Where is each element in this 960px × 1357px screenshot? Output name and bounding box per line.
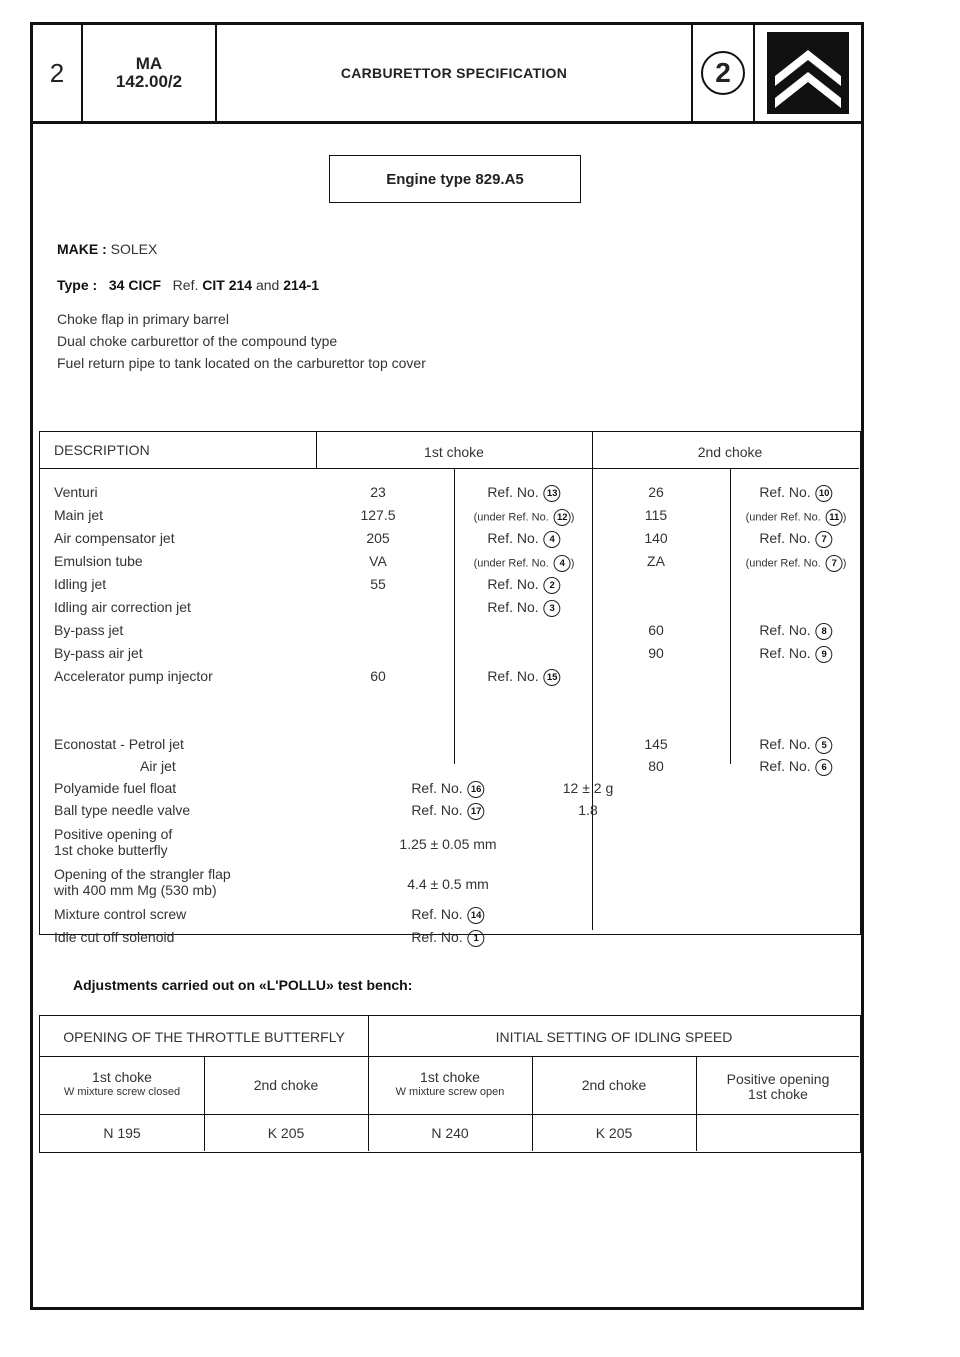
positive-opening-value: 1.25 ± 0.05 mm <box>399 836 497 852</box>
row-description: Idle cut off solenoid <box>54 929 175 945</box>
row-description: Opening of the strangler flap <box>54 866 231 882</box>
ref-label: Ref. No. <box>487 599 539 615</box>
value-col-1: N 195 <box>103 1125 141 1141</box>
row-divider <box>40 1056 859 1057</box>
second-choke-value: 145 <box>644 736 668 752</box>
ref-cell <box>487 484 560 502</box>
row-description: Ball type needle valve <box>54 802 191 818</box>
ref-number: 9 <box>816 646 833 663</box>
col-divider <box>730 468 731 764</box>
ref-close: ) <box>842 557 847 570</box>
make-line <box>57 241 157 257</box>
code-line-1: MA <box>135 54 163 73</box>
sub-col-5-line-2: 1st choke <box>748 1086 808 1102</box>
ref-close: ) <box>570 557 575 570</box>
code-line-2: 142.00/2 <box>115 72 183 91</box>
header-idling-speed: INITIAL SETTING OF IDLING SPEED <box>495 1029 733 1045</box>
value-col-3: N 240 <box>431 1125 469 1141</box>
ref-cell <box>759 484 832 502</box>
sub-col-3-line-1: 1st choke <box>420 1069 480 1085</box>
col-divider <box>696 1056 697 1151</box>
first-choke-value: 205 <box>366 530 390 546</box>
ref-label: Ref. No. <box>759 645 811 661</box>
needle-value: 1.8 <box>578 802 598 818</box>
ref-cell <box>487 530 560 548</box>
manual-code <box>83 25 217 121</box>
ref-cell <box>487 668 560 686</box>
sub-col-1-line-2: W mixture screw closed <box>63 1086 181 1098</box>
page-frame <box>30 22 864 1310</box>
value-col-4: K 205 <box>595 1125 633 1141</box>
strangler-value: 4.4 ± 0.5 mm <box>407 876 489 892</box>
sub-col-4: 2nd choke <box>581 1077 647 1093</box>
second-choke-value: 140 <box>644 530 668 546</box>
row-description: Air jet <box>140 758 176 774</box>
sub-col-1-line-1: 1st choke <box>92 1069 152 1085</box>
section-badge <box>693 25 755 121</box>
ref-cell <box>411 780 484 798</box>
ref-cell <box>487 599 560 617</box>
row-description: By-pass jet <box>54 622 124 638</box>
value-col-2: K 205 <box>267 1125 305 1141</box>
type-model: 34 CICF <box>108 277 161 293</box>
row-description: with 400 mm Mg (530 mb) <box>54 882 217 898</box>
sub-col-5-line-1: Positive opening <box>726 1071 830 1087</box>
page-title: CARBURETTOR SPECIFICATION <box>217 25 693 121</box>
ref-number: 11 <box>826 509 843 526</box>
ref-number: 8 <box>816 623 833 640</box>
ref-cell <box>759 758 832 776</box>
header-bar <box>33 25 861 124</box>
row-description: Mixture control screw <box>54 906 187 922</box>
note-3: Fuel return pipe to tank located on the carburettor top cover <box>57 355 426 371</box>
ref-number: 16 <box>468 781 485 798</box>
type-ref-label: Ref. <box>172 277 199 293</box>
second-choke-value: 115 <box>644 507 668 523</box>
ref-cell <box>759 530 832 548</box>
second-choke-value: 60 <box>648 622 664 638</box>
ref-number: 3 <box>544 600 561 617</box>
ref-number: 12 <box>554 509 571 526</box>
ref-number: 7 <box>826 555 843 572</box>
second-choke-value: 90 <box>648 645 664 661</box>
ref-number: 13 <box>544 485 561 502</box>
sub-col-2: 2nd choke <box>253 1077 319 1093</box>
ref-cell <box>474 509 575 526</box>
row-description: Idling jet <box>54 576 107 592</box>
make-value: SOLEX <box>110 241 158 257</box>
sub-col-1 <box>40 1070 204 1100</box>
ref-label: Ref. No. <box>487 484 539 500</box>
row-description: Emulsion tube <box>54 553 143 569</box>
col-divider <box>592 432 593 930</box>
section-number: 2 <box>701 51 745 95</box>
ref-label: Ref. No. <box>487 530 539 546</box>
ref-cell <box>746 555 847 572</box>
ref-cell <box>759 622 832 640</box>
ref-cell <box>487 576 560 594</box>
float-value: 12 ± 2 g <box>562 780 614 796</box>
sub-col-3-line-2: W mixture screw open <box>395 1086 505 1098</box>
header-first-choke: 1st choke <box>424 444 484 460</box>
double-chevron-logo-icon <box>767 32 849 114</box>
ref-cell <box>759 736 832 754</box>
ref-label: Ref. No. <box>411 929 463 945</box>
ref-label: (under Ref. No. <box>745 511 821 524</box>
ref-number: 10 <box>816 485 833 502</box>
page-number: 2 <box>33 25 83 121</box>
row-divider <box>40 1114 859 1115</box>
first-choke-value: 60 <box>370 668 386 684</box>
type-ref-1: CIT 214 <box>202 277 253 293</box>
ref-number: 2 <box>544 577 561 594</box>
row-description: Positive opening of <box>54 826 173 842</box>
second-choke-value: ZA <box>647 553 665 569</box>
ref-label: Ref. No. <box>759 736 811 752</box>
row-description: Polyamide fuel float <box>54 780 177 796</box>
note-2: Dual choke carburettor of the compound type <box>57 333 338 349</box>
col-divider <box>316 432 317 468</box>
ref-cell <box>411 906 484 924</box>
ref-cell <box>411 802 484 820</box>
row-description: Air compensator jet <box>54 530 175 546</box>
note-1: Choke flap in primary barrel <box>57 311 229 327</box>
type-and: and <box>255 277 280 293</box>
row-description: Idling air correction jet <box>54 599 191 615</box>
ref-number: 14 <box>468 907 485 924</box>
header-divider <box>40 468 859 469</box>
first-choke-value: 23 <box>370 484 386 500</box>
ref-number: 5 <box>816 737 833 754</box>
row-description: By-pass air jet <box>54 645 143 661</box>
ref-cell <box>411 929 484 947</box>
make-label: MAKE : <box>57 241 107 257</box>
ref-number: 4 <box>554 555 571 572</box>
ref-number: 15 <box>544 669 561 686</box>
col-divider <box>454 468 455 764</box>
type-label: Type : <box>57 277 98 293</box>
ref-label: Ref. No. <box>411 906 463 922</box>
ref-label: Ref. No. <box>411 780 463 796</box>
header-second-choke: 2nd choke <box>697 444 763 460</box>
ref-label: Ref. No. <box>759 758 811 774</box>
ref-number: 17 <box>468 803 485 820</box>
ref-cell <box>746 509 847 526</box>
first-choke-value: 127.5 <box>360 507 396 523</box>
ref-cell <box>474 555 575 572</box>
ref-label: Ref. No. <box>487 576 539 592</box>
ref-number: 6 <box>816 759 833 776</box>
adjustments-table <box>39 1015 861 1153</box>
type-line <box>57 277 319 293</box>
second-choke-value: 26 <box>648 484 664 500</box>
ref-number: 7 <box>816 531 833 548</box>
sub-col-5 <box>696 1072 860 1102</box>
ref-close: ) <box>570 511 575 524</box>
spec-table <box>39 431 861 945</box>
second-choke-value: 80 <box>648 758 664 774</box>
adjustments-title: Adjustments carried out on «L'POLLU» test bench: <box>73 977 413 993</box>
type-ref-2: 214-1 <box>283 277 320 293</box>
ref-label: Ref. No. <box>759 484 811 500</box>
ref-label: (under Ref. No. <box>473 557 549 570</box>
ref-label: Ref. No. <box>487 668 539 684</box>
engine-type-box: Engine type 829.A5 <box>329 155 581 203</box>
ref-number: 4 <box>544 531 561 548</box>
row-description: Econostat - Petrol jet <box>54 736 184 752</box>
header-description: DESCRIPTION <box>54 442 150 458</box>
brand-logo <box>755 25 861 121</box>
sub-col-3 <box>368 1070 532 1100</box>
ref-label: (under Ref. No. <box>745 557 821 570</box>
row-description: Accelerator pump injector <box>54 668 213 684</box>
ref-number: 1 <box>468 930 485 947</box>
row-description: 1st choke butterfly <box>54 842 168 858</box>
row-description: Venturi <box>54 484 98 500</box>
first-choke-value: VA <box>369 553 387 569</box>
ref-label: (under Ref. No. <box>473 511 549 524</box>
ref-label: Ref. No. <box>759 622 811 638</box>
ref-label: Ref. No. <box>411 802 463 818</box>
row-description: Main jet <box>54 507 104 523</box>
header-throttle-opening: OPENING OF THE THROTTLE BUTTERFLY <box>63 1029 345 1045</box>
ref-cell <box>759 645 832 663</box>
ref-close: ) <box>842 511 847 524</box>
ref-label: Ref. No. <box>759 530 811 546</box>
first-choke-value: 55 <box>370 576 386 592</box>
